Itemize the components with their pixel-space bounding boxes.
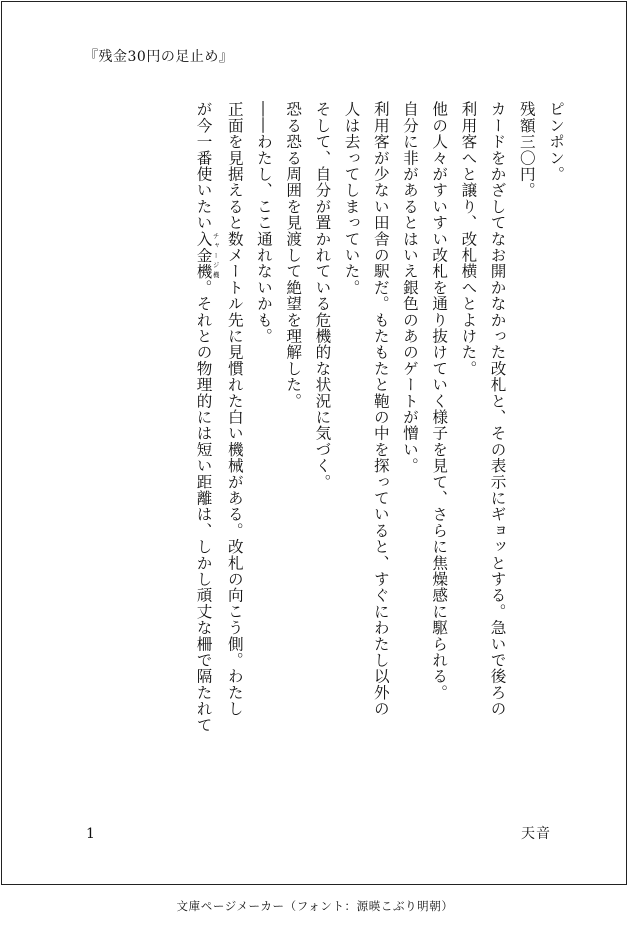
paragraph: ピンポン。 (547, 101, 565, 182)
paragraph: 利用客が少ない田舎の駅だ。もたもたと鞄の中を探っていると、すぐにわたし以外の (371, 101, 390, 717)
ruby-word (194, 230, 220, 280)
book-title: 『残金30円の足止め』 (84, 49, 234, 65)
paragraph: 人は去ってしまっていた。 (342, 101, 361, 296)
paragraph: 恐る恐る周囲を見渡して絶望を理解した。 (284, 101, 303, 409)
paragraph-with-ruby (188, 101, 219, 801)
ruby-after: 。それとの物理的には短い距離は、しかし頑丈な柵で隔たれて (194, 279, 213, 733)
ruby-before: が今一番使いたい (194, 101, 213, 231)
paragraph: 残額三〇円。 (517, 101, 536, 199)
paragraph: 正面を見据えると数メートル先に見慣れた白い機械がある。改札の向こう側。わたし (225, 101, 244, 717)
paragraph: 他の人々がすいすい改札を通り抜けていく様子を見て、さらに焦燥感に駆られる。 (430, 101, 449, 701)
author-name: 天音 (521, 826, 551, 842)
paragraph: ――わたし、ここ通れないかも。 (254, 101, 273, 344)
paragraph: そして、自分が置かれている危機的な状況に気づく。 (313, 101, 332, 490)
paragraph: カードをかざしてなお開かなかった改札と、その表示にギョッとする。急いで後ろの (488, 101, 507, 717)
paragraph: 利用客へと譲り、改札横へとよけた。 (459, 101, 478, 377)
paragraph: 自分に非があるとはいえ銀色のあのゲートが憎い。 (400, 101, 419, 474)
ruby-base: 入金機 (194, 230, 213, 280)
footer-caption: 文庫ページメーカー（フォント：源暎こぶり明朝） (176, 899, 454, 913)
body-text (188, 101, 570, 801)
page-number: 1 (86, 826, 95, 842)
ruby-reading: チャージ機 (211, 230, 220, 280)
